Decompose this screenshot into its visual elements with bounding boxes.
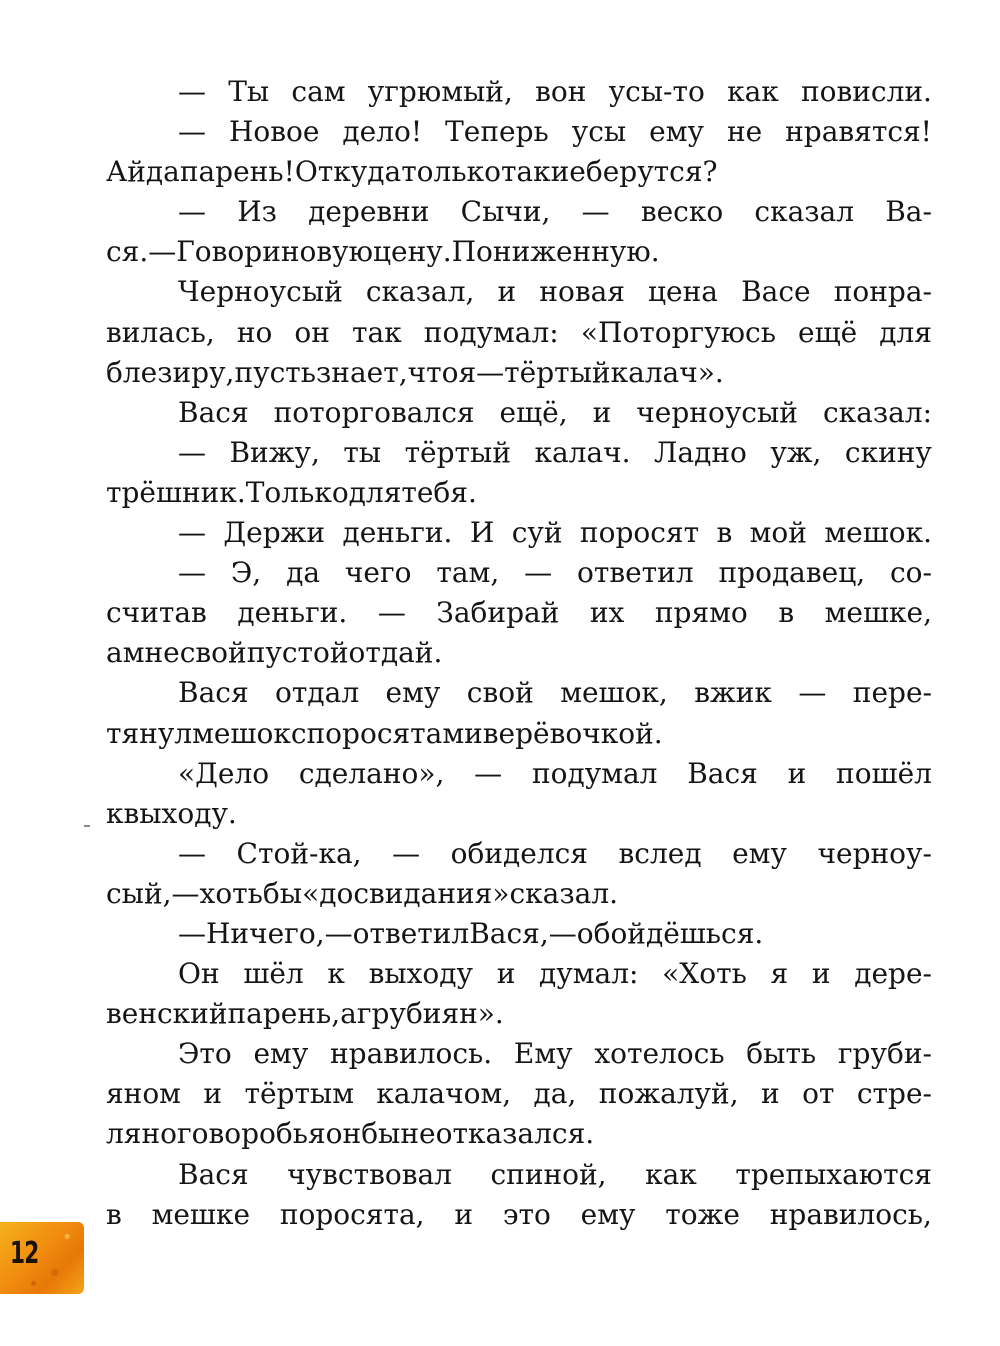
text-word: и — [592, 395, 612, 429]
text-word: такие — [500, 155, 586, 189]
text-word: и — [454, 1197, 474, 1231]
text-line — [106, 834, 932, 874]
text-word: — — [171, 876, 200, 910]
text-word: черноусый — [636, 395, 798, 429]
text-word: для — [348, 475, 402, 509]
text-word: не — [400, 1117, 436, 1151]
text-word: сый, — [106, 876, 172, 910]
text-word: продавец, — [718, 556, 866, 590]
text-word: уж, — [770, 435, 822, 469]
text-word: вжик — [694, 676, 772, 710]
text-word: веско — [640, 195, 724, 229]
text-line — [106, 1155, 932, 1195]
text-word: мешок, — [560, 676, 668, 710]
text-word: мой — [749, 516, 807, 550]
text-line — [106, 1074, 932, 1114]
text-word: грубиян». — [356, 997, 504, 1031]
text-word: парень! — [179, 155, 295, 189]
text-word: отдал — [275, 676, 360, 710]
text-word: — — [377, 596, 406, 630]
text-word: свидания» — [353, 876, 510, 910]
text-word: и — [787, 756, 807, 790]
text-word: ты — [343, 435, 382, 469]
text-word: знает, — [316, 355, 408, 389]
text-word: только — [401, 155, 501, 189]
text-word: подумал — [531, 756, 658, 790]
text-word: да — [286, 556, 321, 590]
text-word: пошёл — [836, 756, 932, 790]
text-word: быть — [746, 1037, 817, 1071]
text-word: — — [476, 355, 505, 389]
text-word: — — [798, 676, 827, 710]
text-line — [106, 72, 932, 112]
text-word: ещё — [798, 315, 858, 349]
text-word: поросята, — [279, 1197, 425, 1231]
text-word: — — [178, 916, 206, 950]
text-word: сделано», — [298, 756, 445, 790]
text-line — [106, 714, 932, 754]
text-word: бы — [262, 876, 303, 910]
text-word: как — [645, 1157, 697, 1191]
text-word: повисли. — [800, 75, 932, 108]
text-word: тянул — [106, 716, 193, 750]
text-line — [106, 433, 932, 473]
text-word: «Поторгуюсь — [580, 315, 776, 349]
text-word: — — [178, 115, 206, 149]
text-word: хоть — [199, 876, 263, 910]
text-line — [106, 673, 932, 713]
text-word: ответил — [577, 556, 694, 590]
text-word: поросятами — [306, 716, 483, 750]
text-word: сказал: — [822, 395, 932, 429]
text-word: деревни — [308, 195, 430, 229]
text-line — [106, 232, 932, 272]
text-word: Держи — [223, 516, 326, 550]
text-word: — — [474, 756, 503, 790]
text-column — [106, 72, 932, 1235]
text-word: трепыхаются — [735, 1157, 932, 1191]
text-line — [106, 272, 932, 312]
text-word: венский — [106, 997, 228, 1031]
text-word: Вася — [178, 676, 249, 710]
text-word: — — [392, 836, 421, 870]
text-word: чувствовал — [287, 1157, 452, 1191]
text-word: Ему — [513, 1037, 573, 1071]
text-word: спиной, — [490, 1157, 607, 1191]
text-word: Откуда — [294, 155, 402, 189]
text-line — [106, 633, 932, 673]
text-word: Сычи, — [460, 195, 551, 229]
text-word: — — [178, 75, 206, 108]
text-word: мешок — [192, 716, 291, 750]
text-word: парень, — [227, 997, 341, 1031]
text-word: понра- — [833, 275, 932, 309]
text-word: ся. — [106, 235, 149, 269]
text-word: подумал: — [423, 315, 559, 349]
text-line — [106, 994, 932, 1034]
text-word: — — [178, 435, 206, 469]
text-word: ему — [732, 836, 787, 870]
text-word: ему — [649, 115, 704, 149]
text-word: верёвочкой. — [482, 716, 663, 750]
text-word: И — [469, 516, 495, 550]
text-word: он — [325, 1117, 362, 1151]
text-word: и — [203, 1077, 223, 1111]
page-number: 12 — [10, 1236, 39, 1271]
text-word: цену. — [373, 235, 452, 269]
text-word: вилась, — [106, 315, 215, 349]
text-word: Э, — [230, 556, 262, 590]
text-word: берутся? — [585, 155, 718, 189]
text-word: свой — [466, 676, 534, 710]
text-word: пере- — [852, 676, 932, 710]
text-word: Стой-ка, — [236, 836, 362, 870]
text-word: — — [178, 195, 206, 229]
text-word: Только — [245, 475, 349, 509]
text-word: шёл — [243, 957, 304, 991]
text-word: в — [716, 516, 733, 550]
text-word: Ничего, — [206, 916, 325, 950]
text-word: деньги. — [342, 516, 453, 550]
text-line — [106, 754, 932, 794]
text-word: Ты — [228, 75, 270, 108]
text-word: Ва- — [885, 195, 932, 229]
text-word: выходу — [368, 957, 473, 991]
text-word: — — [148, 235, 177, 269]
text-word: но — [236, 315, 273, 349]
text-word: да, — [533, 1077, 577, 1111]
text-word: тебя. — [401, 475, 477, 509]
text-word: чего — [344, 556, 412, 590]
text-word: Ай — [106, 155, 146, 189]
text-word: вон — [535, 75, 587, 108]
text-word: тёртый — [404, 435, 511, 469]
text-word: прямо — [654, 596, 748, 630]
text-word: «Хоть — [662, 957, 747, 991]
text-line — [106, 152, 932, 192]
text-word: Он — [178, 957, 220, 991]
text-word: хотелось — [594, 1037, 725, 1071]
text-word: что — [407, 355, 459, 389]
text-word: деньги. — [237, 596, 348, 630]
text-line — [106, 1114, 932, 1154]
text-word: с — [290, 716, 307, 750]
text-line — [106, 954, 932, 994]
text-word: в — [106, 1197, 122, 1231]
text-word: тёртый — [504, 355, 611, 389]
text-word: со- — [890, 556, 932, 590]
text-word: тоже — [665, 1197, 740, 1231]
text-word: думал: — [539, 957, 639, 991]
text-word: усы — [571, 115, 627, 149]
text-word: ляного — [106, 1117, 209, 1151]
text-word: новая — [539, 275, 625, 309]
text-word: пожалуй, — [598, 1077, 739, 1111]
text-word: пустой — [246, 636, 349, 670]
text-word: ещё, — [499, 395, 568, 429]
text-word: дело! — [342, 115, 423, 149]
text-word: считав — [106, 596, 207, 630]
text-word: поросят — [579, 516, 700, 550]
text-word: угрюмый, — [367, 75, 513, 108]
text-word: Говори — [176, 235, 281, 269]
text-word: калач. — [534, 435, 631, 469]
text-word: я — [770, 957, 789, 991]
text-word: — — [178, 516, 206, 550]
text-word: суй — [511, 516, 563, 550]
text-word: отказался. — [435, 1117, 595, 1151]
text-word: Вася — [178, 395, 249, 429]
text-word: Забирай — [436, 596, 560, 630]
text-word: к — [106, 796, 124, 830]
text-line — [106, 513, 932, 553]
text-word: обиделся — [450, 836, 588, 870]
text-word: яном — [106, 1077, 181, 1111]
text-word: Черноусый — [178, 275, 343, 309]
text-word: от — [802, 1077, 835, 1111]
text-line — [106, 914, 932, 954]
text-word: Ладно — [654, 435, 747, 469]
text-word: — — [524, 556, 553, 590]
text-line — [106, 192, 932, 232]
text-word: «Дело — [178, 756, 270, 790]
text-line — [106, 593, 932, 633]
text-word: пусть — [234, 355, 317, 389]
text-word: он — [294, 315, 330, 349]
text-word: цена — [648, 275, 718, 309]
margin-mark — [84, 825, 90, 827]
text-word: мешке, — [824, 596, 932, 630]
text-line — [106, 1034, 932, 1074]
text-word: калачом, — [376, 1077, 512, 1111]
text-word: там, — [436, 556, 500, 590]
text-word: бы — [361, 1117, 401, 1151]
text-word: черноу- — [817, 836, 932, 870]
text-word: Теперь — [445, 115, 549, 149]
text-word: груби- — [837, 1037, 932, 1071]
text-word: для — [879, 315, 932, 349]
text-word: мешок. — [824, 516, 932, 550]
text-word: сам — [291, 75, 346, 108]
page-number-badge — [0, 1222, 84, 1294]
text-word: воробья — [208, 1117, 326, 1151]
text-word: Вижу, — [229, 435, 320, 469]
text-word: нравилось. — [330, 1037, 493, 1071]
text-word: нравилось, — [769, 1197, 932, 1231]
text-word: — — [178, 836, 206, 870]
text-word: ему — [580, 1197, 636, 1231]
text-word: — — [178, 556, 206, 590]
text-line — [106, 393, 932, 433]
text-word: мешке — [151, 1197, 251, 1231]
text-word: Из — [237, 195, 277, 229]
text-word: это — [502, 1197, 551, 1231]
text-word: да — [145, 155, 180, 189]
text-word: — — [581, 195, 610, 229]
text-word: Это — [178, 1037, 232, 1071]
text-word: скину — [844, 435, 932, 469]
text-word: поторговался — [273, 395, 475, 429]
text-word: новую — [280, 235, 373, 269]
text-line — [106, 473, 932, 513]
text-word: трёшник. — [106, 475, 246, 509]
text-word: и — [811, 957, 831, 991]
text-word: — — [324, 916, 353, 950]
text-word: сказал. — [509, 876, 619, 910]
text-line — [106, 353, 932, 393]
text-line — [106, 874, 932, 914]
text-word: в — [778, 596, 795, 630]
text-word: Васе — [741, 275, 811, 309]
text-word: а — [340, 997, 357, 1031]
text-word: ответил — [352, 916, 470, 950]
text-word: и — [496, 957, 516, 991]
text-word: сказал — [754, 195, 855, 229]
text-word: как — [727, 75, 779, 108]
text-word: калач». — [610, 355, 724, 389]
text-line — [106, 553, 932, 593]
text-word: так — [352, 315, 402, 349]
text-word: «до — [302, 876, 354, 910]
text-word: и — [497, 275, 517, 309]
text-word: мне — [122, 636, 180, 670]
text-word: вслед — [618, 836, 702, 870]
text-word: Пониженную. — [451, 235, 660, 269]
text-line — [106, 794, 932, 834]
text-line — [106, 313, 932, 353]
text-word: блезиру, — [106, 355, 235, 389]
text-word: свой — [179, 636, 247, 670]
text-word: стре- — [856, 1077, 932, 1111]
text-line — [106, 112, 932, 152]
text-word: Новое — [228, 115, 320, 149]
text-word: — — [548, 916, 577, 950]
text-word: ему — [385, 676, 441, 710]
text-word: усы-то — [608, 75, 705, 108]
text-word: их — [589, 596, 625, 630]
text-word: и — [761, 1077, 780, 1111]
text-word: Вася — [178, 1157, 249, 1191]
text-word: к — [327, 957, 345, 991]
text-word: ему — [253, 1037, 309, 1071]
text-word: нравятся! — [785, 115, 932, 149]
text-word: отдай. — [348, 636, 443, 670]
text-word: тёртым — [244, 1077, 354, 1111]
text-word: я — [458, 355, 477, 389]
text-line — [106, 1195, 932, 1235]
text-word: выходу. — [123, 796, 237, 830]
text-word: а — [106, 636, 123, 670]
text-word: дере- — [854, 957, 932, 991]
text-word: сказал, — [365, 275, 475, 309]
text-word: Вася, — [469, 916, 549, 950]
text-word: Вася — [687, 756, 758, 790]
text-word: не — [726, 115, 763, 149]
text-word: обойдёшься. — [576, 916, 764, 950]
